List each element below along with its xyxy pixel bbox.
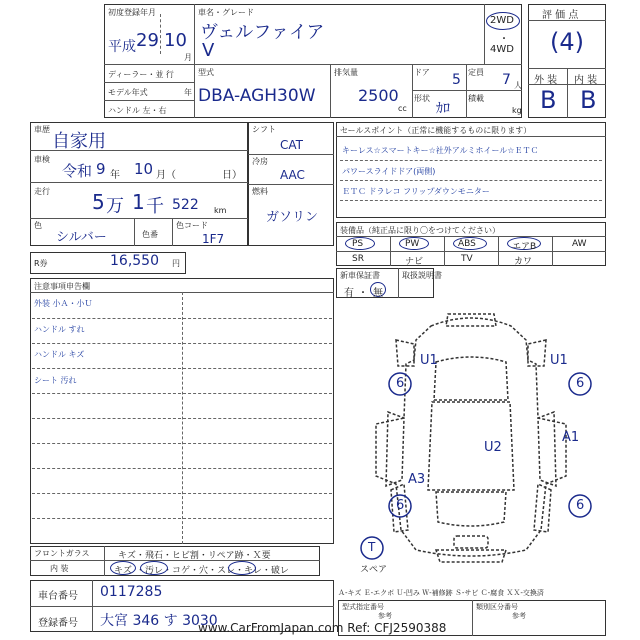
tire-rl: 6	[396, 498, 405, 513]
displacement: 2500	[358, 86, 399, 105]
month-unit: 月	[184, 53, 192, 62]
equip-sr: SR	[352, 254, 364, 264]
recycle-label: R券	[34, 259, 48, 268]
note-4: シート 汚れ	[34, 376, 77, 385]
doors: 5	[452, 72, 461, 88]
ext-label: 外 装	[534, 75, 558, 86]
model-code: DBA-AGH30W	[198, 86, 316, 106]
ac-label: 冷房	[252, 157, 268, 166]
notes-title: 注意事項申告欄	[34, 282, 90, 291]
drive-4wd: 4WD	[490, 44, 514, 55]
eval-label: 評 価 点	[542, 10, 579, 21]
equipment-title: 装備品（純正品に限り〇をつけてください）	[340, 226, 500, 235]
equip-aw: AW	[572, 239, 587, 249]
drive-2wd: 2WD	[490, 15, 514, 26]
equip-leather: カワ	[514, 257, 533, 267]
mileage-man: 5	[92, 190, 105, 214]
fuel-value: ガソリン	[266, 210, 319, 225]
warranty-label: 新車保証書	[340, 271, 380, 280]
damage-a3: A3	[408, 472, 426, 487]
mileage-sen: 1	[132, 190, 145, 214]
note-2: ハンドル すれ	[34, 325, 85, 334]
recycle-panel	[30, 252, 186, 274]
damage-u1-left: U1	[420, 353, 438, 368]
equip-ps: PS	[352, 239, 364, 249]
sales-points-title: セールスポイント（正常に機能するものに限ります）	[340, 126, 532, 135]
color-no-label: 色番	[142, 230, 158, 239]
plate-value: 大宮 346 す 3030	[100, 613, 218, 629]
chassis-number: 0117285	[100, 584, 163, 600]
mileage-label: 走行	[34, 187, 50, 196]
damage-u1-right: U1	[550, 353, 568, 368]
first-reg-label: 初度登録年月	[108, 8, 156, 17]
equip-pw: PW	[405, 239, 420, 249]
class-sub: 参考	[512, 612, 526, 620]
first-reg-year: 29	[136, 30, 159, 51]
interior-label: 内 装	[50, 564, 69, 573]
car-name: ヴェルファイア	[200, 22, 325, 43]
car-grade: V	[202, 40, 215, 61]
tire-fl: 6	[396, 376, 405, 391]
first-reg-month: 10	[164, 30, 187, 51]
fuel-label: 燃料	[252, 187, 268, 196]
note-3: ハンドル キズ	[34, 350, 85, 359]
eval-score: (4)	[550, 28, 584, 56]
tire-fr: 6	[576, 376, 585, 391]
shift-label: シフト	[252, 125, 276, 134]
ac-value: AAC	[280, 168, 305, 182]
class-label: 類別区分番号	[476, 603, 518, 611]
shape-label: 形状	[414, 94, 430, 103]
inspection-year: 9	[96, 160, 106, 178]
sales-point-1: キーレス☆スマートキー☆社外アルミホイール☆ＥＴＣ	[342, 146, 539, 155]
car-name-label: 車名・グレード	[198, 8, 254, 17]
km-unit: km	[214, 206, 227, 215]
interior-items: ・汚レ・コゲ・穴・スレ・キレ・破レ	[136, 566, 289, 576]
tire-rr: 6	[576, 498, 585, 513]
equip-navi: ナビ	[405, 257, 424, 267]
spare-tire: T	[368, 540, 376, 554]
type-value: 自家用	[52, 131, 106, 152]
plate-label: 登録番号	[38, 618, 78, 629]
inspection-month-unit: 月（	[156, 170, 176, 181]
windshield-label: フロントガラス	[34, 549, 90, 558]
interior-sure-circle	[228, 561, 256, 575]
recycle-unit: 円	[172, 259, 180, 268]
watermark: www.CarFromJapan.com Ref: CFJ2590388	[198, 621, 447, 635]
shift-value: CAT	[280, 138, 303, 152]
cc-unit: cc	[398, 104, 407, 113]
inspection-day-unit: 日）	[222, 170, 242, 181]
color-value: シルバー	[56, 230, 107, 245]
recycle-value: 16,550	[110, 253, 159, 269]
color-label: 色	[34, 221, 42, 230]
handle-label: ハンドル 左・右	[108, 106, 167, 115]
form-label: 型式指定番号	[342, 603, 384, 611]
displacement-label: 排気量	[334, 68, 358, 77]
model-year-label: モデル年式	[108, 88, 148, 97]
equip-airbag: エアB	[512, 242, 537, 252]
int-grade: B	[580, 86, 597, 114]
interior-yogore-circle	[140, 561, 168, 575]
mileage-rest: 522	[172, 197, 199, 213]
form-sub: 参考	[378, 612, 392, 620]
inspection-label: 車検	[34, 155, 50, 164]
note-1: 外装 小Ａ・小Ｕ	[34, 299, 93, 308]
shape: ｶﾛ	[436, 101, 450, 117]
chassis-label: 車台番号	[38, 591, 78, 602]
sales-point-3: ＥＴＣ ドラレコ フリップダウンモニター	[342, 187, 490, 196]
load-label: 積載	[468, 94, 484, 103]
inspection-year-unit: 年	[110, 170, 120, 181]
warranty-yes: 有	[344, 288, 354, 299]
inspection-era: 令和	[62, 162, 93, 180]
capacity: 7	[502, 72, 511, 88]
type-label: 車歴	[34, 125, 50, 134]
int-label: 内 装	[574, 75, 598, 86]
year-unit: 年	[184, 88, 192, 97]
spare-label: スペア	[360, 565, 388, 575]
capacity-unit: 人	[514, 81, 522, 90]
drive-dot: ・	[499, 34, 509, 45]
interior-kizu: キズ	[114, 566, 132, 576]
warranty-dot: ・	[358, 288, 368, 299]
equip-abs: ABS	[458, 239, 476, 249]
mileage-man-unit: 万	[106, 196, 124, 217]
ext-grade: B	[540, 86, 557, 114]
warranty-no: 無	[373, 288, 383, 299]
door-label: ドア	[414, 68, 430, 77]
windshield-items: キズ・飛石・ヒビ割・リペア跡・Ｘ要	[118, 551, 271, 561]
damage-a1: A1	[562, 430, 580, 445]
damage-legend: Ａ-キズ Ｅ-エクボ Ｕ-凹み Ｗ-補修跡 Ｓ-サビ Ｃ-腐食 ＸＸ-交換済	[338, 589, 544, 597]
kg-unit: kg	[512, 106, 522, 115]
manual-label: 取扱説明書	[402, 271, 442, 280]
inspection-month: 10	[134, 160, 154, 178]
color-code-label: 色コード	[176, 221, 208, 230]
capacity-label: 定員	[468, 68, 484, 77]
dealer-label: ディーラー・並 行	[108, 70, 174, 79]
first-reg-era: 平成	[108, 39, 136, 55]
sales-point-2: パワースライドドア(両側)	[342, 167, 436, 176]
model-label: 型式	[198, 68, 214, 77]
mileage-sen-unit: 千	[146, 196, 164, 217]
color-code: 1F7	[202, 232, 225, 246]
equip-tv: TV	[461, 254, 473, 264]
damage-u2: U2	[484, 440, 502, 455]
